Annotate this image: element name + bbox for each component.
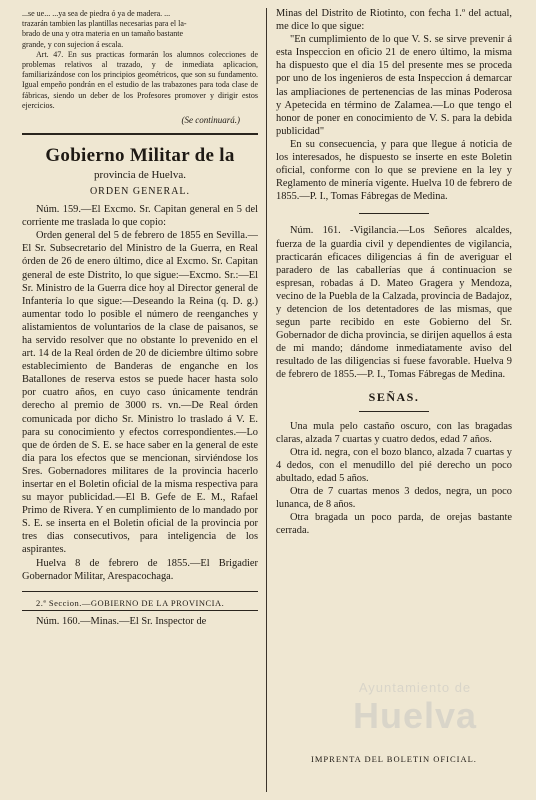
short-rule: [359, 213, 429, 214]
sena-item: Una mula pelo castaño oscuro, con las bragadas claras, alzada 7 cuartas y cuatro dedos, edad 7 años.: [276, 420, 512, 445]
imprenta-footer: IMPRENTA DEL BOLETIN OFICIAL.: [311, 754, 477, 764]
fragment-line: brado de una y otra materia en un tamaño bastante: [22, 29, 184, 39]
num-161-vigilancia: Núm. 161. -Vigilancia.—Los Señores alcaldes, fuerza de la guardia civil y dependientes de vigilancia, practicarán eficaces diligencias á fin de averiguar el paradero de las caballerías que á continuacion se espresan, robadas á D. Mateo Gragera y Mendoza, vecino de la Puebla de la Calzada, provincia de Badajoz, y detencion de los detentadores de las mismas, que segun parte recibido en este Gobierno del Sr. Gobernador de dicha provincia, se dirijen aquellos á esta de mi mando; dándome inmediatamente aviso del resultado de las diligencias si fuese favorable. Huelva 9 de febrero de 1855.—P. I., Tomas Fábregas de Medina.: [276, 225, 512, 381]
senas-heading: SEÑAS.: [368, 389, 420, 404]
fragment-line: grande, y con sujecion á escala.: [22, 39, 124, 49]
short-rule: [359, 411, 429, 412]
left-column: [22, 0, 258, 800]
top-fragment: [22, 9, 258, 50]
page-title: Gobierno Militar de la: [45, 145, 235, 167]
signature: Huelva 8 de febrero de 1855.—El Brigadier Gobernador Militar, Arespacochaga.: [22, 557, 258, 582]
sena-item: Otra id. negra, con el bozo blanco, alzada 7 cuartas y 4 dedos, con el menudillo del pié derecho un poco abultado, edad 5 años.: [276, 446, 512, 484]
page-subtitle: provincia de Huelva.: [94, 169, 186, 182]
fragment-line: ...se ue... ...ya sea de piedra ó ya de madera. ...: [22, 9, 171, 18]
consecuencia-paragraph: En su consecuencia, y para que llegue á noticia de los interesados, he dispuesto se inserte en este Boletin oficial, conforme con lo que se previene en la ley y Reglamento de minería vigente. Huelva 10 de febrero de 1855.—P. I., Tomas Fábregas de Medina.: [276, 138, 512, 203]
sena-item: Otra de 7 cuartas menos 3 dedos, negra, un poco lunanca, de 8 años.: [276, 486, 512, 511]
num-160-start: Núm. 160.—Minas.—El Sr. Inspector de: [36, 615, 207, 627]
column-divider: [266, 8, 267, 792]
orden-general-body: Orden general del 5 de febrero de 1855 en Sevilla.—El Sr. Subsecretario del Ministro de la Guerra, en Real órden de 26 de enero último, dice al Excmo. Sr. Capitan general de este Distrito, lo que sigue:—Excmo. Sr.:—El Sr. Ministro de la Guerra dice hoy al Director general de Infantería lo que sigue:—Deseando la Reina (q. D. g.) aumentar todo lo posible el número de reenganches y alistamientos de voluntarios de la clase de paisanos, se ha servido resolver que no obstante lo prevenido en el art. 14 de la Real órden de 20 de diciembre último sobre establecimiento de Banderas de enganche en los Batallones de reserva estos se puede hacer hasta solo por cuatro años, en cuyo caso únicamente tendrán derecho al premio de 3000 rs. vn.—De Real órden comunicada por dicho Sr. Ministro lo traslado á V. E. para su conocimiento y efectos correspondientes.—Lo que de órden de S. E. se hace saber en la general de este dia para los efectos que se mencionan, sirviéndose los Sres. Gobernadores militares de la provincia hacerlo insertar en el Boletin oficial de la misma respectiva para su mayor publicidad.—El B. Gefe de E. M., Rafael Primo de Rivera. Y en cumplimiento de lo mandado por S. E. se inserta en el Boletin oficial de la provincia por tres dias consecutivos, para inteligencia de los aspirantes.: [22, 230, 258, 556]
watermark-logo: Ayuntamiento de Huelva: [352, 680, 478, 736]
section-heading: 2.ª Seccion.—GOBIERNO DE LA PROVINCIA.: [36, 597, 225, 608]
num-159-intro: Núm. 159.—El Excmo. Sr. Capitan general en 5 del corriente me traslada lo que copio:: [22, 204, 258, 229]
continuara-note: (Se continuará.): [181, 115, 240, 126]
sena-item: Otra bragada un poco parda, de orejas bastante cerrada.: [276, 512, 512, 537]
section-rule: [22, 133, 258, 135]
section-rule: [22, 610, 258, 611]
orden-general-heading: ORDEN GENERAL.: [89, 186, 191, 198]
fragment-line: trazarán tambien las plantillas necesarias para el la-: [22, 19, 187, 29]
section-rule: [22, 591, 258, 592]
inspector-quote: "En cumplimiento de lo que V. S. se sirve prevenir á esta Inspeccion en oficio 21 de enero último, la misma ha dispuesto que el dia 15 del presente mes se proceda por uno de los ingenieros de esta Inspeccion á demarcar las ampliaciones de pertenencias de las minas Poderosa y Apetecida en término de Zalamea.—Lo que tengo el honor de poner en conocimiento de V. S. para la debida publicidad": [276, 34, 512, 137]
article-47: Art. 47. En sus practicas formarán los alumnos colecciones de problemas relativos al trazado, y de inmediata aplicacion, familiarizándose con los principios geométricos, que son su fundamento. Igual empeño pondrán en el estudio de las trabazones para toda clase de fábricas, siendo un deber de los Profesores promover y dirigir estos ejercicios.: [22, 49, 258, 110]
num-160-continuation: Minas del Distrito de Riotinto, con fecha 1.º del actual, me dice lo que sigue:: [276, 8, 512, 33]
